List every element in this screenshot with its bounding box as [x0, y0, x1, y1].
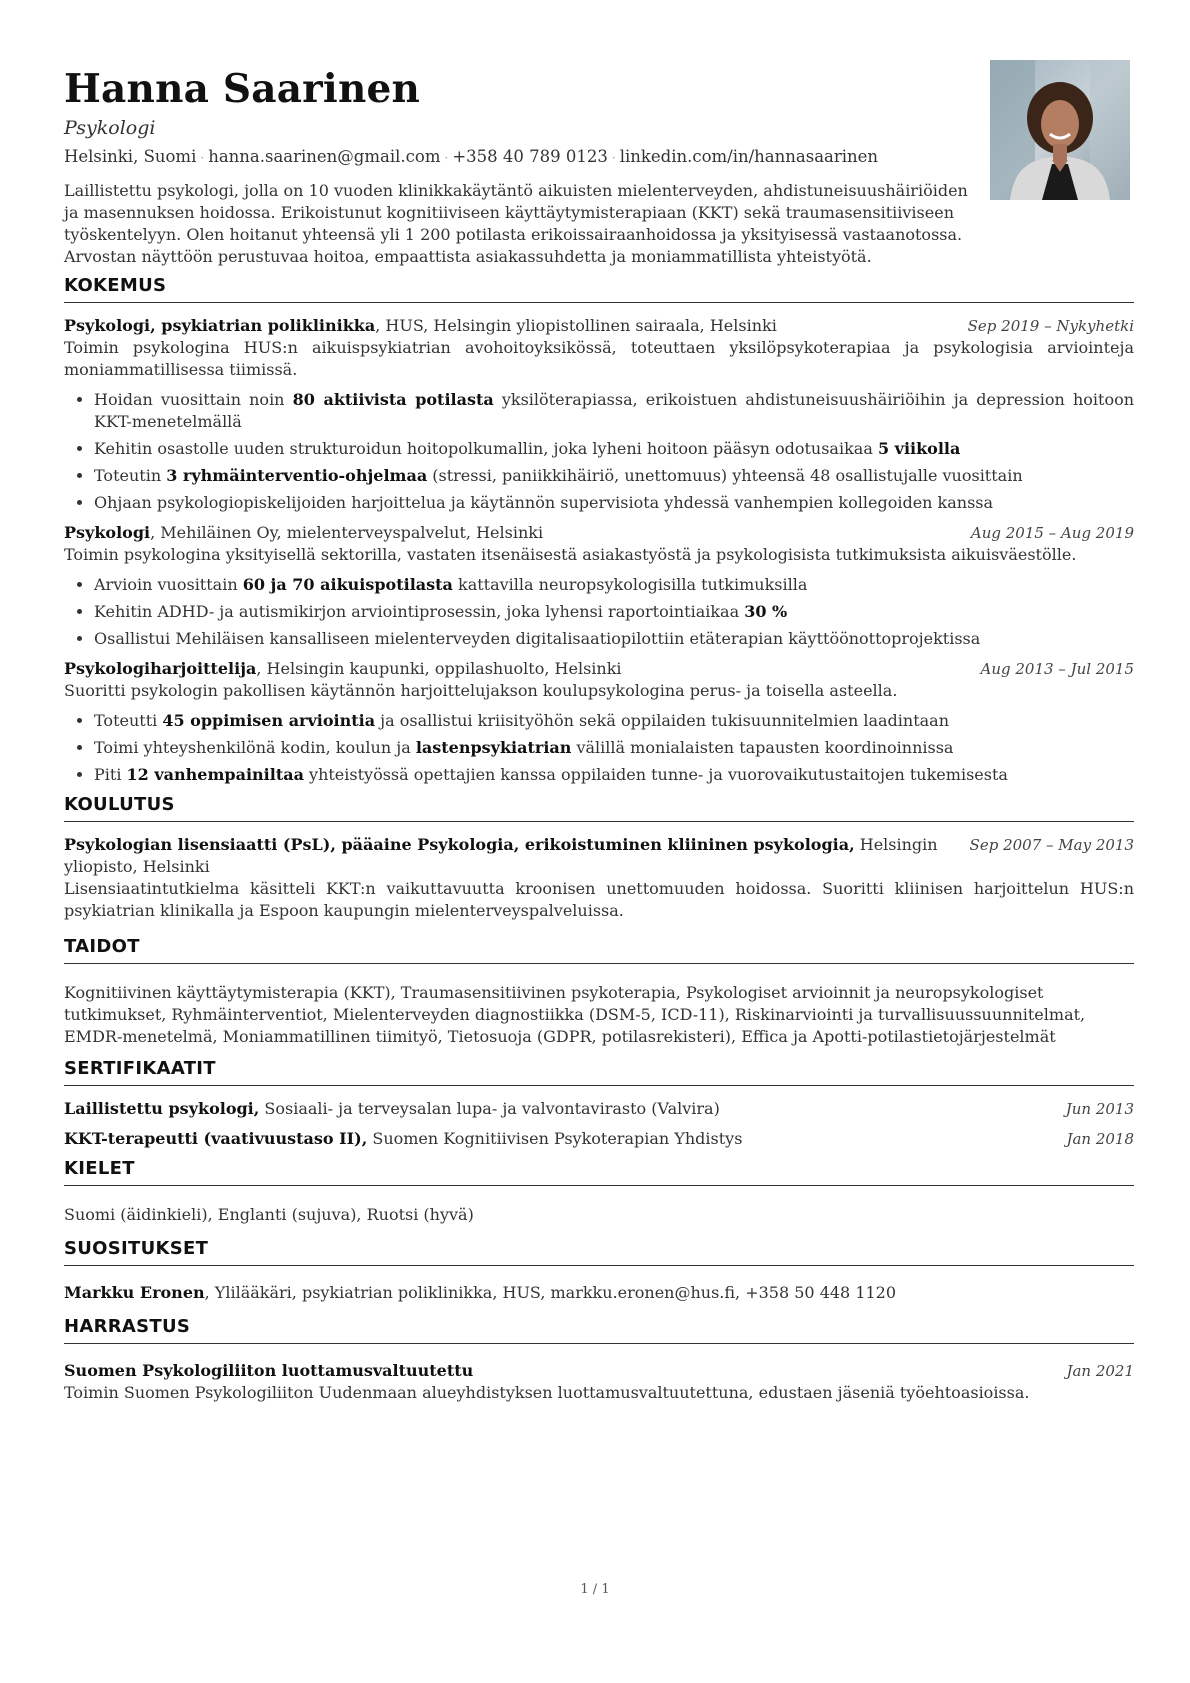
- person-name: Hanna Saarinen: [64, 66, 421, 112]
- job-employer: , Helsingin kaupunki, oppilashuolto, Helsinki: [256, 659, 622, 678]
- achievement-item: • Piti 12 vanhempainiltaa yhteistyössä opettajien kanssa oppilaiden tunne- ja vuorovaikutustaitojen tukemisesta: [94, 764, 1134, 786]
- languages-section: [64, 1158, 1134, 1226]
- linkedin-link[interactable]: linkedin.com/in/hannasaarinen: [619, 147, 879, 166]
- job-achievements: [64, 710, 1134, 786]
- location: Helsinki, Suomi: [64, 147, 197, 166]
- education-section: [64, 794, 1134, 922]
- section-title-certificates: SERTIFIKAATIT: [64, 1058, 1134, 1086]
- skills-section: [64, 936, 1134, 1048]
- job-heading: [64, 658, 1134, 680]
- email-link[interactable]: hanna.saarinen@gmail.com: [208, 147, 441, 166]
- resume-page: [64, 60, 1134, 1412]
- job-description: Suoritti psykologin pakollisen käytännön harjoittelujakson koulupsykologina perus- ja toisella asteella.: [64, 681, 898, 700]
- certificate-date: Jun 2013: [1065, 1100, 1134, 1118]
- hobby-name: Suomen Psykologiliiton luottamusvaltuutettu: [64, 1361, 474, 1380]
- job-entry: [64, 315, 1134, 514]
- languages-list: Suomi (äidinkieli), Englanti (sujuva), Ruotsi (hyvä): [64, 1205, 474, 1224]
- job-title: Psykologi: [64, 117, 156, 139]
- separator: ·: [200, 151, 205, 165]
- hobbies-section: [64, 1316, 1134, 1404]
- job-entry: [64, 658, 1134, 786]
- reference-detail: , Ylilääkäri, psykiatrian poliklinikka, HUS, markku.eronen@hus.fi, +358 50 448 1120: [204, 1283, 897, 1302]
- references-section: [64, 1238, 1134, 1304]
- job-date: Aug 2013 – Jul 2015: [980, 660, 1134, 678]
- profile-summary: Laillistettu psykologi, jolla on 10 vuoden klinikkakäytäntö aikuisten mielenterveyden, ahdistuneisuushäiriöiden ja masennuksen hoidossa. Erikoistunut kognitiiviseen käyttäytymisterapiaan (KKT) sekä traumasensitiiviseen työskentelyyn. Olen hoitanut yhteensä yli 1 200 potilasta erikoissairaanhoidossa ja yksityisessä vastaanotossa. Arvostan näyttöön perustuvaa hoitoa, empaattista asiakassuhdetta ja moniammatillista yhteistyötä.: [64, 181, 968, 266]
- section-title-references: SUOSITUKSET: [64, 1238, 1134, 1266]
- resume-header: [64, 60, 1134, 275]
- job-position: Psykologi, psykiatrian poliklinikka: [64, 316, 376, 335]
- page-number: 1 / 1: [580, 1582, 610, 1597]
- section-title-experience: KOKEMUS: [64, 275, 1134, 303]
- job-date: Aug 2015 – Aug 2019: [970, 524, 1134, 542]
- certificate-name: KKT-terapeutti (vaativuustaso II),: [64, 1129, 368, 1148]
- skills-list: Kognitiivinen käyttäytymisterapia (KKT), Traumasensitiivinen psykoterapia, Psykologiset arvioinnit ja neuropsykologiset tutkimukset, Ryhmäinterventiot, Mielenterveyden diagnostiikka (DSM-5, ICD-11), Riskinarviointi ja turvallisuussuunnitelmat, EMDR-menetelmä, Moniammatillinen tiimityö, Tietosuoja (GDPR, potilasrekisteri), Effica ja Apotti-potilastietojärjestelmät: [64, 983, 1086, 1046]
- job-achievements: [64, 574, 1134, 650]
- job-date: Sep 2019 – Nykyhetki: [967, 317, 1134, 335]
- job-position: Psykologi: [64, 523, 151, 542]
- job-entry: [64, 522, 1134, 650]
- achievement-item: • Osallistui Mehiläisen kansalliseen mielenterveyden digitalisaatiopilottiin etäterapian käyttöönottoprojektissa: [94, 628, 1134, 650]
- certificate-date: Jan 2018: [1066, 1130, 1134, 1148]
- achievement-item: • Toteutin 3 ryhmäinterventio-ohjelmaa (stressi, paniikkihäiriö, unettomuus) yhteensä 48 osallistujalle vuosittain: [94, 465, 1134, 487]
- hobby-date: Jan 2021: [1066, 1362, 1134, 1380]
- achievement-item: • Kehitin ADHD- ja autismikirjon arviointiprosessin, joka lyhensi raportointiaikaa 30 %: [94, 601, 1134, 623]
- certificate-entry: [64, 1098, 1134, 1120]
- section-title-skills: TAIDOT: [64, 936, 1134, 964]
- certificate-entry: [64, 1128, 1134, 1150]
- contact-line: [64, 147, 878, 166]
- reference-entry: [64, 1282, 1134, 1304]
- hobby-description: Toimin Suomen Psykologiliiton Uudenmaan alueyhdistyksen luottamusvaltuutettuna, edustaen jäseniä työehtoasioissa.: [64, 1383, 1030, 1402]
- section-title-languages: KIELET: [64, 1158, 1134, 1186]
- achievement-item: • Toteutti 45 oppimisen arviointia ja osallistui kriisityöhön sekä oppilaiden tukisuunnitelmien laadintaan: [94, 710, 1134, 732]
- education-description: Lisensiaatintutkielma käsitteli KKT:n vaikuttavuutta kroonisen unettomuuden hoidossa. Suoritti kliinisen harjoittelun HUS:n psykiatrian klinikalla ja Espoon kaupungin mielenterveyspalveluissa.: [64, 879, 1134, 920]
- school: Helsingin yliopisto, Helsinki: [64, 835, 938, 876]
- achievement-item: • Ohjaan psykologiopiskelijoiden harjoittelua ja käytännön supervisiota yhdessä vanhempien kollegoiden kanssa: [94, 492, 1134, 514]
- education-entry: [64, 834, 1134, 922]
- job-position: Psykologiharjoittelija: [64, 659, 257, 678]
- section-title-education: KOULUTUS: [64, 794, 1134, 822]
- certificate-issuer: Sosiaali- ja terveysalan lupa- ja valvontavirasto (Valvira): [259, 1099, 720, 1118]
- certificates-section: [64, 1058, 1134, 1150]
- hobby-entry: [64, 1360, 1134, 1404]
- section-title-hobbies: HARRASTUS: [64, 1316, 1134, 1344]
- experience-section: [64, 275, 1134, 786]
- achievement-item: • Hoidan vuosittain noin 80 aktiivista potilasta yksilöterapiassa, erikoistuen ahdistuneisuushäiriöihin ja depression hoitoon KKT-menetelmällä: [94, 389, 1134, 433]
- job-description: Toimin psykologina yksityisellä sektorilla, vastaten itsenäisestä asiakastyöstä ja psykologisista tutkimuksista aikuisväestölle.: [64, 545, 1077, 564]
- job-description: Toimin psykologina HUS:n aikuispsykiatrian avohoitoyksikössä, toteuttaen yksilöpsykoterapiaa ja psykologisia arviointeja moniammatillisessa tiimissä.: [64, 338, 1134, 379]
- separator: ·: [444, 151, 449, 165]
- certificate-issuer: Suomen Kognitiivisen Psykoterapian Yhdistys: [367, 1129, 743, 1148]
- separator: ·: [611, 151, 616, 165]
- education-date: Sep 2007 – May 2013: [969, 836, 1134, 854]
- degree: Psykologian lisensiaatti (PsL), pääaine Psykologia, erikoistuminen kliininen psykologia,: [64, 835, 855, 854]
- achievement-item: • Arvioin vuosittain 60 ja 70 aikuispotilasta kattavilla neuropsykologisilla tutkimuksilla: [94, 574, 1134, 596]
- job-achievements: [64, 389, 1134, 514]
- certificate-name: Laillistettu psykologi,: [64, 1099, 260, 1118]
- achievement-item: • Kehitin osastolle uuden strukturoidun hoitopolkumallin, joka lyheni hoitoon pääsyn odotusaikaa 5 viikolla: [94, 438, 1134, 460]
- reference-name: Markku Eronen: [64, 1283, 205, 1302]
- job-employer: , Mehiläinen Oy, mielenterveyspalvelut, Helsinki: [150, 523, 544, 542]
- achievement-item: • Toimi yhteyshenkilönä kodin, koulun ja lastenpsykiatrian välillä monialaisten tapausten koordinoinnissa: [94, 737, 1134, 759]
- phone-number: +358 40 789 0123: [452, 147, 608, 166]
- profile-photo: [990, 60, 1130, 200]
- job-employer: , HUS, Helsingin yliopistollinen sairaala, Helsinki: [375, 316, 777, 335]
